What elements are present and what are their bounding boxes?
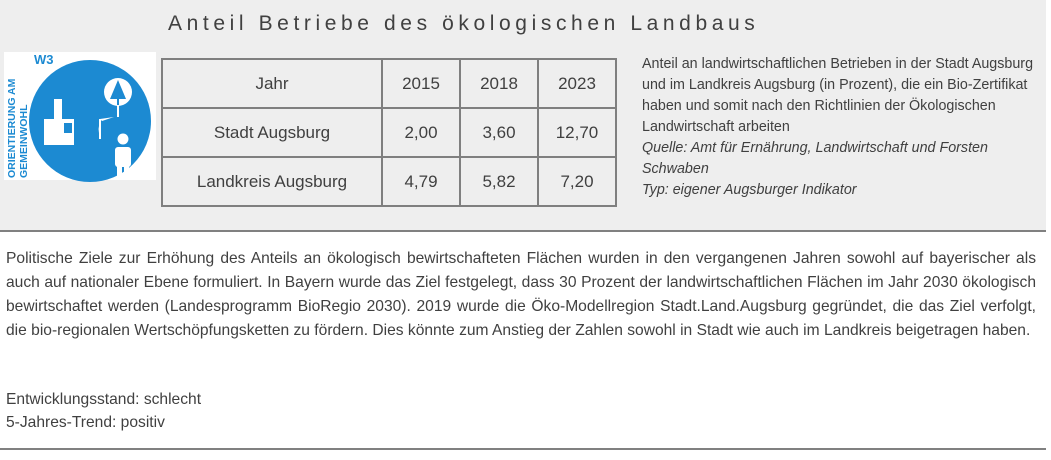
table-row bbox=[162, 108, 616, 157]
table-cell: 4,79 bbox=[382, 157, 460, 206]
table-cell: Stadt Augsburg bbox=[162, 108, 382, 157]
indicator-logo bbox=[4, 52, 156, 180]
logo-code: W3 bbox=[34, 52, 54, 67]
trend-status: 5-Jahres-Trend: positiv bbox=[6, 414, 165, 431]
table-cell: 5,82 bbox=[460, 157, 538, 206]
indicator-description bbox=[642, 54, 1042, 201]
divider bbox=[0, 448, 1046, 450]
table-cell: Jahr bbox=[162, 59, 382, 108]
body-paragraph: Politische Ziele zur Erhöhung des Anteils an ökologisch bewirtschafteten Flächen wurden in den vergangenen Jahren sowohl auf bayerischer als auch auf nationaler Ebene formuliert. In Bayern wurde das Ziel festgelegt, dass 30 Prozent der landwirtschaftlichen Flächen im Jahr 2030 ökologisch bewirtschaftet werden (Landesprogramm BioRegio 2030). 2019 wurde die Öko-Modellregion Stadt.Land.Augsburg gegründet, die das Ziel verfolgt, die bio-regionalen Wertschöpfungsketten zu fördern. Dies könnte zum Anstieg der Zahlen sowohl in Stadt wie auch im Landkreis beigetragen haben. bbox=[6, 250, 1036, 339]
status-block bbox=[6, 388, 201, 434]
development-status: Entwicklungsstand: schlecht bbox=[6, 391, 202, 408]
svg-text:GEMEINWOHL: GEMEINWOHL bbox=[18, 104, 30, 178]
city-tree-person-icon bbox=[28, 59, 152, 183]
table-cell: 3,60 bbox=[460, 108, 538, 157]
table-row bbox=[162, 157, 616, 206]
type-text: Typ: eigener Augsburger Indikator bbox=[642, 182, 857, 198]
table-cell: 2023 bbox=[538, 59, 616, 108]
svg-text:ORIENTIERUNG AM: ORIENTIERUNG AM bbox=[6, 78, 18, 178]
description-text: Anteil an landwirtschaftlichen Betrieben in der Stadt Augsburg und im Landkreis Augsburg (in Prozent), die ein Bio-Zertifikat haben und somit nach den Richtlinien der Ökologischen Landwirtschaft arbeiten bbox=[642, 56, 1034, 135]
table-cell: 7,20 bbox=[538, 157, 616, 206]
indicator-title: Anteil Betriebe des ökologischen Landbaus bbox=[168, 12, 760, 35]
indicator-table bbox=[161, 58, 617, 207]
table-cell: 2015 bbox=[382, 59, 460, 108]
table-cell: Landkreis Augsburg bbox=[162, 157, 382, 206]
table-header-row bbox=[162, 59, 616, 108]
table-cell: 12,70 bbox=[538, 108, 616, 157]
source-text: Quelle: Amt für Ernährung, Landwirtschaft und Forsten Schwaben bbox=[642, 140, 988, 177]
table-cell: 2,00 bbox=[382, 108, 460, 157]
logo-vertical-text bbox=[4, 52, 30, 180]
table-cell: 2018 bbox=[460, 59, 538, 108]
